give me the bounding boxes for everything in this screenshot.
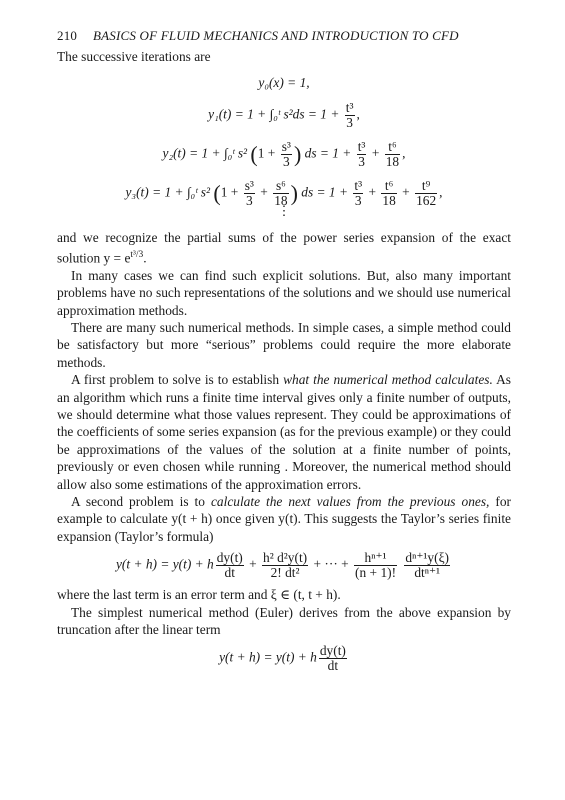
paragraph-7: The simplest numerical method (Euler) derives from the above expansion by truncation after the linear term (57, 604, 511, 637)
page (57, 28, 511, 673)
equation-y3: y₃(t) = 1 + ∫₀ᵗ s² (1 + $\frac{\text{s³}}{3}$ + $\frac{\text{s⁶}}{18}$ ) ds = 1 + $\frac{\text{t³}}{3}$ + $\frac{\text{t⁶}}{18}$ + $\frac{\text{t⁹}}{162}$ , (125, 178, 443, 209)
running-head (57, 28, 511, 48)
equation-y1: y₁(t) = 1 + ∫₀ᵗ s²ds = 1 + $\frac{\text{t³}}{3}$ , (208, 100, 360, 131)
paragraph-5: A second problem is to calculate the next values from the previous ones, for example to calculate y(t + h) once given y(t). This suggests the Taylor’s series finite expansion (Taylor’s formula) (57, 493, 511, 544)
vdots: ⋮ (277, 203, 291, 219)
paragraph-2: In many cases we can find such explicit solutions. But, also many important problems have no such representations of the solutions and we should use numerical approximation methods. (57, 267, 511, 318)
paragraph-4: A first problem to solve is to establish what the numerical method calculates. As an algorithm which runs a finite time interval gives only a finite number of outputs, we should determine what those values represent. They could be approximations of the coefficients of some series expansion (as for the previous example) or they could be approximations of the values of the solution at a finite number of points, previously or even chosen while running . Moreover, the numerical method should allow also some estimations of the approximation errors. (57, 372, 511, 492)
fraction: $\frac{\text{t³}}{3}$ (345, 100, 354, 131)
paragraph-1: and we recognize the partial sums of the power series expansion of the exact solution $y = e^{t^3/3}$. (57, 230, 511, 266)
euler-formula: y(t + h) = y(t) + h $\frac{dy(t)}{dt}$ (219, 643, 346, 674)
paragraph-3: There are many such numerical methods. In simple cases, a simple method could be satisfactory but more “serious” problems could require the more elaborate methods. (57, 319, 511, 370)
intro-line: The successive iterations are (57, 49, 211, 64)
taylor-formula: y(t + h) = y(t) + h $\frac{dy(t)}{dt}$ + $\frac{\text{h² d²y(t)}}{\text{2! dt²}}$ + ··· + $\frac{\text{hⁿ⁺¹}}{(n + 1)!}$ $\frac{\text{dⁿ⁺¹y(ξ)}}{\text{dtⁿ⁺¹}}$ (115, 550, 450, 581)
equation-y2: y₂(t) = 1 + ∫₀ᵗ s² (1 + $\frac{\text{s³}}{3}$ ) ds = 1 + $\frac{\text{t³}}{3}$ + $\frac{\text{t⁶}}{18}$ , (162, 139, 406, 170)
paragraph-6: where the last term is an error term and ξ ∈ (t, t + h). (57, 587, 341, 603)
page-number: 210 (57, 28, 78, 43)
equation-y0: y₀(x) = 1, (258, 75, 310, 91)
running-title: BASICS OF FLUID MECHANICS AND INTRODUCTION TO CFD (93, 28, 459, 43)
